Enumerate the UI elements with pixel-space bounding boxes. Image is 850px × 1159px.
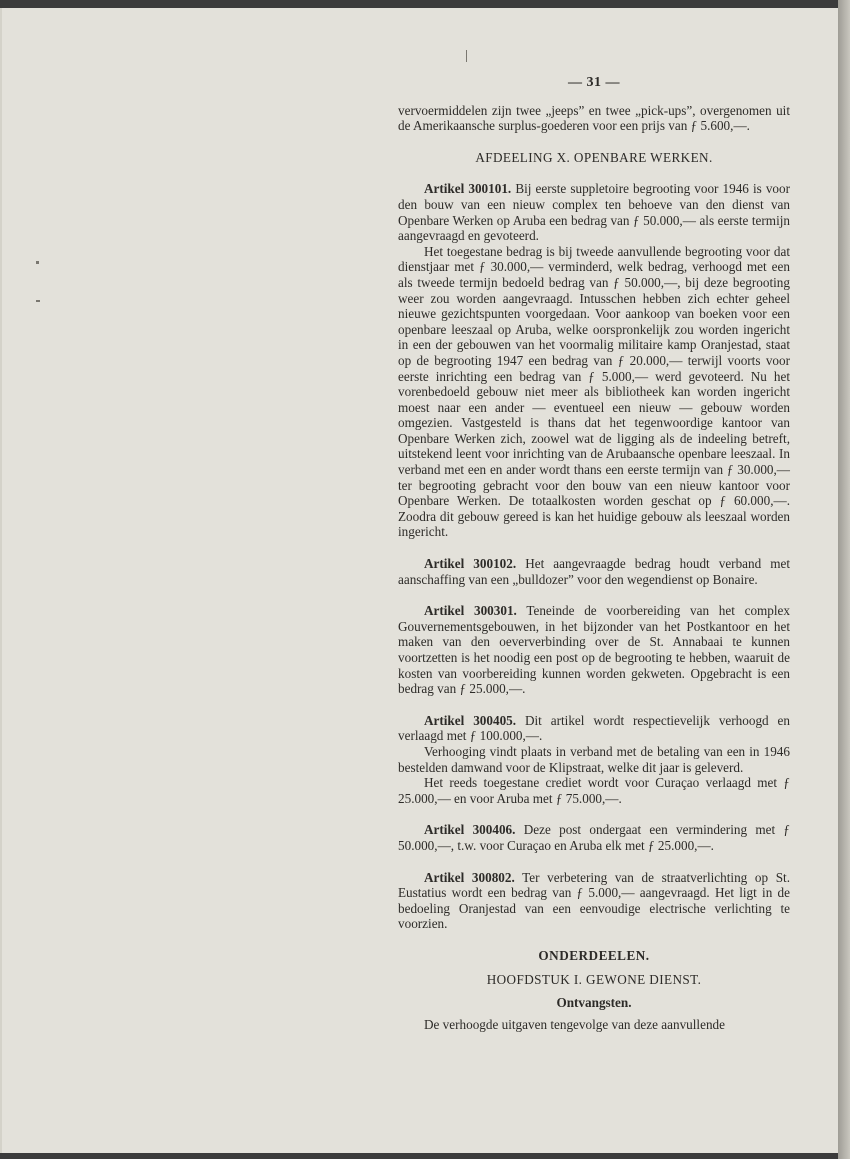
paragraph: Het reeds toegestane crediet wordt voor Curaçao verlaagd met ƒ 25.000,— en voor Aruba met ƒ 75.000,—. <box>398 775 790 806</box>
text-column <box>398 75 790 1032</box>
article-number: Artikel 300101. <box>424 181 512 197</box>
article-text: Deze post ondergaat een vermindering met ƒ 50.000,—, t.w. voor Curaçao en Aruba elk met ƒ 25.000,—. <box>398 822 790 853</box>
page-number: — 31 — <box>568 75 620 90</box>
article-paragraph <box>398 603 790 697</box>
subheading: Ontvangsten. <box>556 995 632 1011</box>
article-number: Artikel 300802. <box>424 869 515 885</box>
article-text: Bij eerste suppletoire begrooting voor 1946 is voor den bouw van een nieuw complex ten behoeve van den dienst van Openbare Werken op Aruba een bedrag van ƒ 50.000,— als eerste termijn aangevraagd en gevoteerd. <box>398 181 791 244</box>
article-paragraph <box>398 822 790 853</box>
article-text: Het aangevraagde bedrag houdt verband met aanschaffing van een „bulldozer” voor den wegendienst op Bonaire. <box>398 556 791 587</box>
article-text: Dit artikel wordt respectievelijk verhoogd en verlaagd met ƒ 100.000,—. <box>398 712 790 744</box>
article-text: Ter verbetering van de straatverlichting op St. Eustatius wordt een bedrag van ƒ 5.000,— aangevraagd. Het ligt in de bedoeling Oranjestad van een eenvoudige electrische verlichting te voorzien. <box>398 869 790 932</box>
paragraph: Het toegestane bedrag is bij tweede aanvullende begrooting voor dat dienstjaar met ƒ 30.000,— verminderd, welk bedrag, verhoogd met een als tweede termijn bedoeld bedrag van ƒ 50.000,—, bij deze begrooting weer zou worden aangevraagd. Intusschen hebben zich echter geheel nieuwe gezichtspunten voorgedaan. Voor aankoop van boeken voor een openbare leeszaal op Aruba, welke oorspronkelijk zou worden ingericht in een der gebouwen van het voormalig militaire kamp Oranjestad, staat op de begrooting 1947 een bedrag van ƒ 20.000,— terwijl voorts voor eerste inrichting een bedrag van ƒ 5.000,— werd gevoteerd. Nu het vorenbedoeld gebouw niet meer als bibliotheek kan worden ingericht moest naar een ander — eventueel een nieuw — gebouw worden omgezien. Vastgesteld is thans dat het tegenwoordige kantoor van Openbare Werken zich, zoowel wat de ligging als de indeeling betreft, uitstekend leent voor inrichting van de Arubaansche openbare leeszaal. In verband met een en ander wordt thans een eerste termijn van ƒ 30.000,— ter begrooting gebracht voor den bouw van een nieuw kantoor voor Openbare Werken. De totaalkosten worden geschat op ƒ 60.000,—. Zoodra dit gebouw gereed is kan het huidige gebouw als leeszaal worden ingericht. <box>398 243 790 540</box>
margin-mark <box>36 300 40 302</box>
article-paragraph <box>398 181 790 243</box>
article-number: Artikel 300102. <box>424 556 517 572</box>
paragraph: vervoermiddelen zijn twee „jeeps” en twee „pick-ups”, overgenomen uit de Amerikaansche surplus-goederen voor een prijs van ƒ 5.600,—. <box>398 102 790 134</box>
margin-mark <box>466 50 467 62</box>
section-heading: AFDEELING X. OPENBARE WERKEN. <box>475 149 713 165</box>
chapter-heading: HOOFDSTUK I. GEWONE DIENST. <box>486 971 702 987</box>
section-heading: ONDERDEELEN. <box>538 947 650 963</box>
article-number: Artikel 300301. <box>424 603 517 619</box>
article-number: Artikel 300406. <box>424 822 516 838</box>
paragraph: De verhoogde uitgaven tengevolge van deze aanvullende <box>424 1016 725 1032</box>
article-number: Artikel 300405. <box>424 712 517 728</box>
margin-mark <box>36 261 39 264</box>
article-text: Teneinde de voorbereiding van het complex Gouvernementsgebouwen, in het bijzonder van het Postkantoor en het maken van den oeververbinding over de St. Annabaai te kunnen voortzetten is het noodig een post op de begrooting te hebben, waaruit de kosten van voorbereiding kunnen worden gekweten. Opgebracht is een bedrag van ƒ 25.000,—. <box>398 603 791 697</box>
article-paragraph <box>398 870 790 932</box>
page-edge <box>838 0 850 1159</box>
article-paragraph <box>398 556 790 587</box>
article-paragraph <box>398 713 790 744</box>
paragraph: Verhooging vindt plaats in verband met de betaling van een in 1946 bestelden damwand voor de Klipstraat, welke dit jaar is geleverd. <box>398 743 790 775</box>
